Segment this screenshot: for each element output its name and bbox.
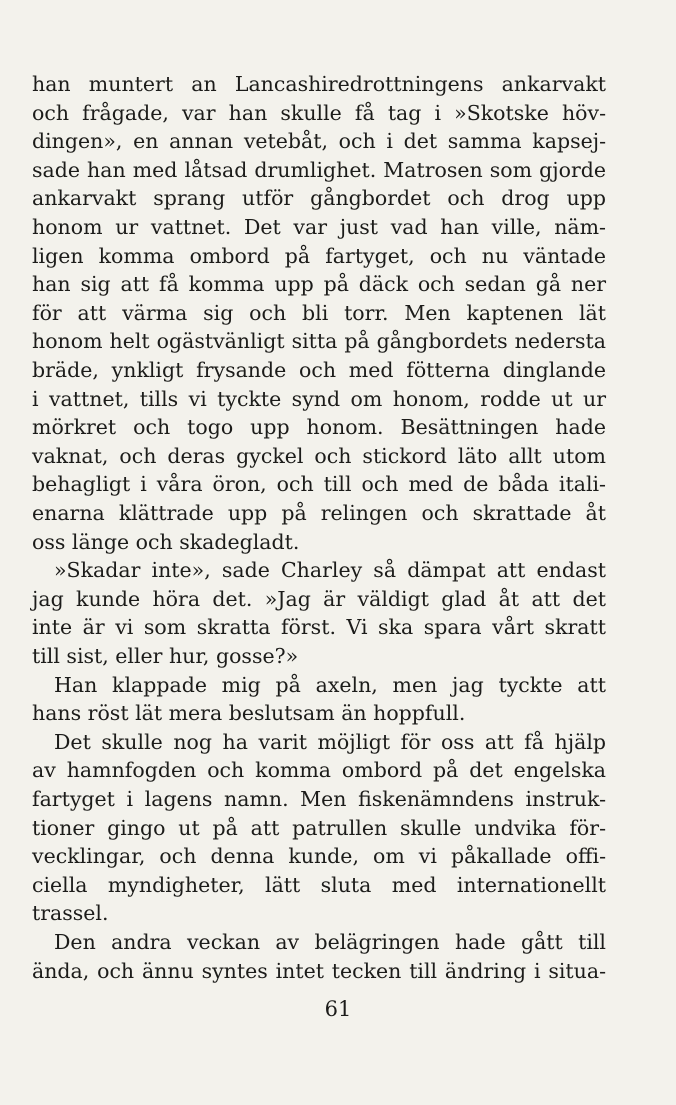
text-line: Det skulle nog ha varit möjligt för oss att få hjälp — [54, 729, 606, 754]
text-line: vaknat, och deras gyckel och stickord läto allt utom — [32, 443, 606, 468]
text-line: hans röst lät mera beslutsam än hoppfull. — [32, 701, 466, 726]
text-line: sade han med låtsad drumlighet. Matrosen som gjorde — [32, 157, 606, 182]
text-line: trassel. — [32, 901, 109, 926]
text-line: bräde, ynkligt frysande och med fötterna dinglande — [32, 358, 606, 382]
text-line: och frågade, var han skulle få tag i »Skotske höv- — [32, 100, 606, 125]
text-line: i vattnet, tills vi tyckte synd om honom, rodde ut ur — [32, 386, 606, 411]
text-line: »Skadar inte», sade Charley så dämpat att endast — [54, 558, 606, 583]
text-line: dingen», en annan vetebåt, och i det samma kapsej- — [32, 129, 606, 154]
text-line: inte är vi som skratta först. Vi ska spara vårt skratt — [32, 615, 606, 640]
text-line: av hamnfogden och komma ombord på det engelska — [32, 758, 606, 783]
text-line: behagligt i våra öron, och till och med de båda itali- — [32, 472, 606, 497]
text-line: mörkret och togo upp honom. Besättningen hade — [32, 415, 606, 440]
text-line: Han klappade mig på axeln, men jag tyckte att — [54, 672, 606, 697]
text-line: Den andra veckan av belägringen hade gått till — [54, 930, 606, 954]
text-line: honom ur vattnet. Det var just vad han ville, näm- — [32, 215, 606, 239]
text-line: tioner gingo ut på att patrullen skulle undvika för- — [32, 815, 606, 840]
text-line: ända, och ännu syntes intet tecken till ändring i situa- — [32, 958, 606, 983]
text-line: vecklingar, och denna kunde, om vi påkallade offi- — [32, 844, 606, 869]
text-line: för att värma sig och bli torr. Men kaptenen lät — [32, 300, 606, 325]
text-line: jag kunde höra det. »Jag är väldigt glad åt att det — [32, 586, 606, 611]
text-line: honom helt ogästvänligt sitta på gångbordets nedersta — [32, 329, 606, 354]
text-line: ciella myndigheter, lätt sluta med internationellt — [32, 872, 606, 897]
text-line: oss länge och skadegladt. — [32, 529, 300, 554]
text-line: ankarvakt sprang utför gångbordet och drog upp — [32, 186, 606, 211]
text-line: till sist, eller hur, gosse?» — [32, 644, 299, 668]
text-line: fartyget i lagens namn. Men fiskenämndens instruk- — [32, 787, 606, 811]
text-line: ligen komma ombord på fartyget, och nu väntade — [32, 243, 606, 268]
text-line: enarna klättrade upp på relingen och skrattade åt — [32, 501, 606, 525]
text-line: han muntert an Lancashiredrottningens ankarvakt — [32, 72, 606, 96]
page-number: 61 — [324, 997, 352, 1021]
text-line: han sig att få komma upp på däck och sedan gå ner — [32, 272, 606, 297]
